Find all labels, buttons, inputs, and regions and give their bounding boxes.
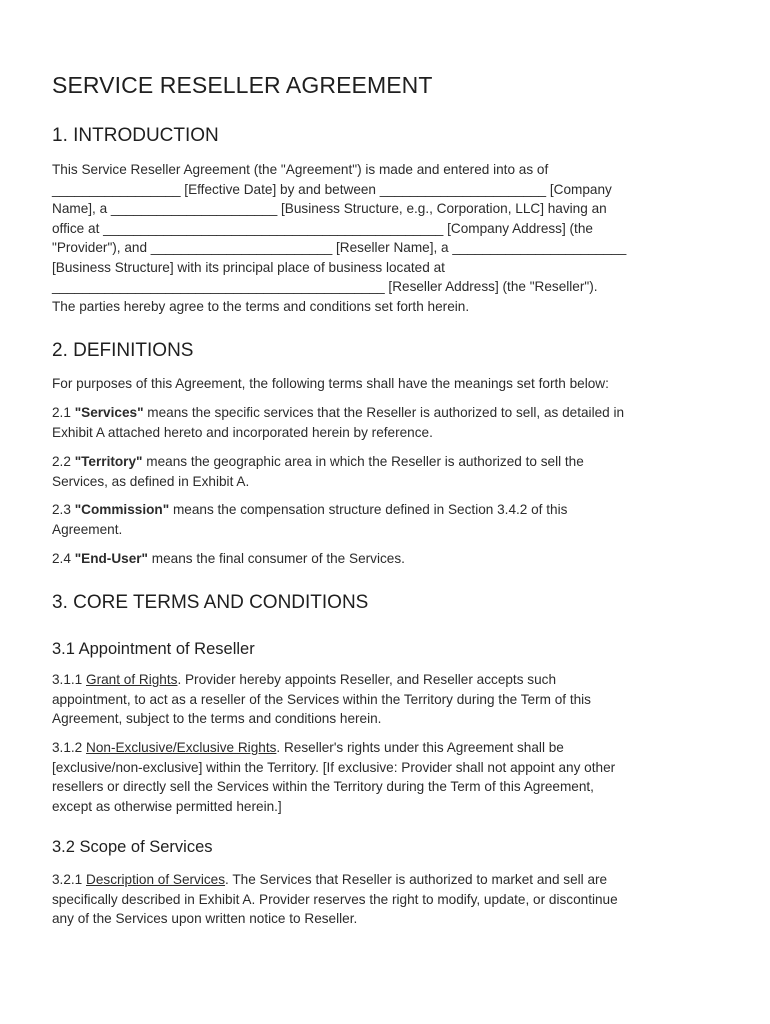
text-line: For purposes of this Agreement, the following terms shall have the meanings set forth below: (52, 376, 609, 391)
text-line (52, 738, 722, 758)
text-line: appointment, to act as a reseller of the Services within the Territory during the Term of this (52, 691, 591, 707)
text-line (52, 549, 722, 569)
clause-3-2-1 (52, 870, 722, 929)
definition-text: means the compensation structure defined in Section 3.4.2 of this (172, 502, 568, 517)
clause-term: Non-Exclusive/Exclusive Rights (86, 740, 277, 755)
clause-number: 3.2.1 (52, 872, 83, 887)
definition-text: means the specific services that the Reseller is authorized to sell, as detailed in (147, 405, 625, 420)
clause-number: 3.1.1 (52, 672, 83, 687)
text-line (52, 870, 722, 890)
section-heading-definitions: 2. DEFINITIONS (52, 340, 194, 361)
document-title: SERVICE RESELLER AGREEMENT (52, 72, 433, 98)
text-line: Services, as defined in Exhibit A. (52, 473, 250, 489)
introduction-paragraph (52, 160, 722, 316)
definition-territory (52, 452, 722, 491)
clause-number: 2.3 (52, 502, 71, 517)
definition-text: means the final consumer of the Services. (151, 551, 405, 566)
text-line: "Provider"), and ________________________ [Reseller Name], a _______________________ (52, 240, 627, 255)
definition-text: means the geographic area in which the Reseller is authorized to sell the (146, 454, 584, 469)
clause-term: Grant of Rights (86, 672, 178, 687)
clause-term: Description of Services (86, 872, 226, 887)
definition-services (52, 403, 722, 442)
text-line: The parties hereby agree to the terms and conditions set forth herein. (52, 298, 470, 314)
defined-term: "Territory" (74, 454, 143, 469)
text-line (52, 670, 722, 690)
text-line: ____________________________________________ [Reseller Address] (the "Reseller"). (52, 279, 598, 294)
text-line: resellers or directly sell the Services within the Territory during the Term of this Agreement, (52, 779, 594, 794)
text-line: [Business Structure] with its principal place of business located at (52, 259, 445, 275)
definition-commission (52, 500, 722, 539)
section-heading-core-terms: 3. CORE TERMS AND CONDITIONS (52, 592, 369, 613)
text-line (52, 500, 722, 520)
clause-text: . The Services that Reseller is authorized to market and sell are (225, 872, 608, 887)
text-line: _________________ [Effective Date] by and between ______________________ [Company (52, 181, 612, 197)
clause-number: 2.2 (52, 454, 71, 469)
text-line: Agreement, subject to the terms and conditions herein. (52, 711, 382, 726)
text-line (52, 452, 722, 472)
text-line: This Service Reseller Agreement (the "Agreement") is made and entered into as of (52, 162, 549, 177)
defined-term: "Commission" (74, 502, 170, 517)
clause-text: . Provider hereby appoints Reseller, and Reseller accepts such (177, 672, 556, 687)
text-line: Name], a ______________________ [Business Structure, e.g., Corporation, LLC] having an (52, 201, 607, 216)
definition-end-user (52, 549, 722, 569)
clause-3-1-1 (52, 670, 722, 729)
clause-number: 3.1.2 (52, 740, 83, 755)
text-line (52, 403, 722, 423)
clause-3-1-2 (52, 738, 722, 816)
subsection-heading-appointment: 3.1 Appointment of Reseller (52, 640, 255, 658)
defined-term: "Services" (74, 405, 144, 420)
text-line: except as otherwise permitted herein.] (52, 798, 282, 814)
text-line: office at _____________________________________________ [Company Address] (the (52, 220, 593, 236)
section-heading-introduction: 1. INTRODUCTION (52, 125, 219, 146)
clause-text: . Reseller's rights under this Agreement shall be (276, 740, 564, 755)
text-line: [exclusive/non-exclusive] within the Territory. [If exclusive: Provider shall not appoint any other (52, 759, 616, 775)
clause-number: 2.1 (52, 405, 71, 420)
text-line: any of the Services upon written notice to Reseller. (52, 911, 358, 926)
subsection-heading-scope: 3.2 Scope of Services (52, 838, 213, 856)
definitions-intro (52, 374, 722, 394)
text-line: Agreement. (52, 521, 123, 537)
defined-term: "End-User" (74, 551, 149, 566)
text-line: Exhibit A attached hereto and incorporated herein by reference. (52, 424, 433, 440)
text-line: specifically described in Exhibit A. Provider reserves the right to modify, update, or discontinue (52, 891, 618, 907)
clause-number: 2.4 (52, 551, 71, 566)
